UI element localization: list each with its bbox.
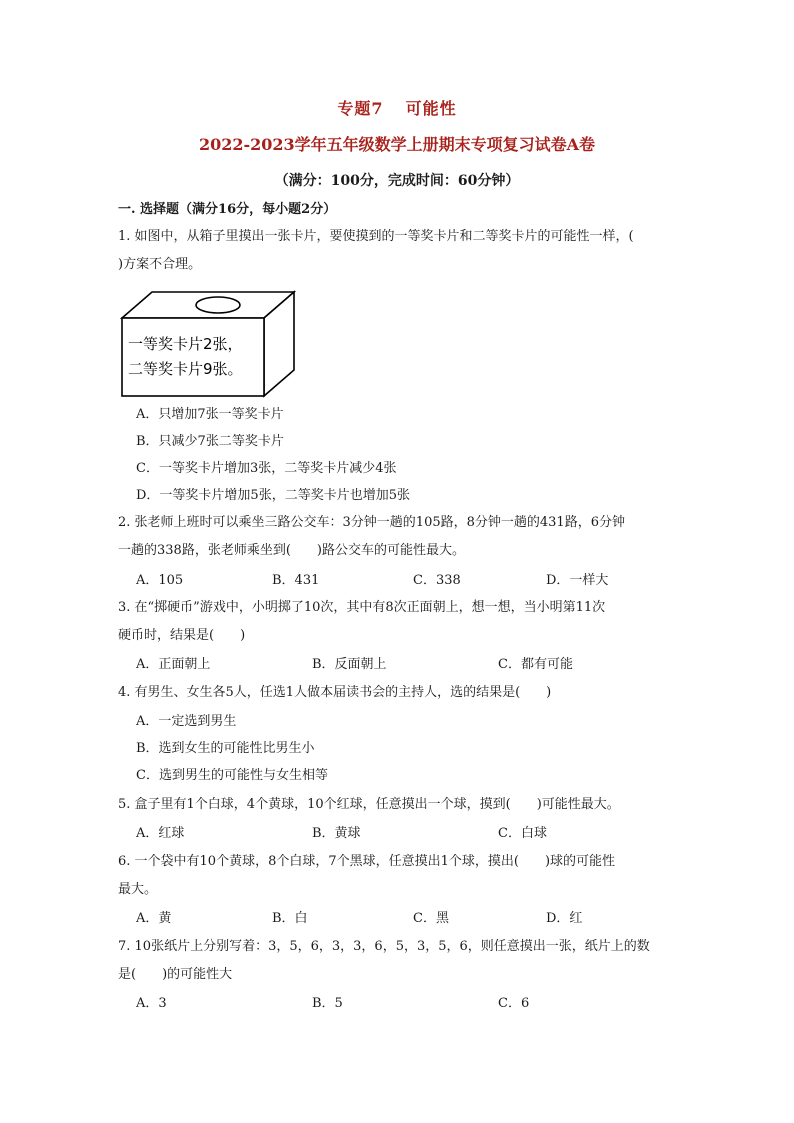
question-5-option-c[interactable]: C．白球 bbox=[498, 826, 547, 841]
question-2-line1: 2. 张老师上班时可以乘坐三路公交车：3分钟一趟的105路，8分钟一趟的431路，6分钟 bbox=[118, 515, 625, 530]
exam-meta: （满分：100分，完成时间：60分钟） bbox=[274, 173, 520, 189]
question-7-option-a[interactable]: A．3 bbox=[136, 996, 167, 1011]
question-3-line2: 硬币时，结果是( ) bbox=[118, 628, 246, 643]
box-label-line2: 二等奖卡片9张。 bbox=[128, 360, 243, 378]
question-3-line1: 3. 在“掷硬币”游戏中，小明掷了10次，其中有8次正面朝上，想一想，当小明第11次 bbox=[118, 600, 606, 615]
question-3-option-c[interactable]: C．都有可能 bbox=[498, 657, 573, 672]
question-2-option-b[interactable]: B．431 bbox=[272, 573, 320, 588]
card-box-illustration bbox=[118, 288, 298, 400]
question-3-option-b[interactable]: B．反面朝上 bbox=[312, 657, 387, 672]
question-7-option-b[interactable]: B．5 bbox=[312, 996, 343, 1011]
question-4-option-c[interactable]: C．选到男生的可能性与女生相等 bbox=[136, 768, 328, 783]
question-2-option-d[interactable]: D．一样大 bbox=[546, 573, 609, 588]
topic-title bbox=[0, 96, 794, 119]
question-4-option-b[interactable]: B．选到女生的可能性比男生小 bbox=[136, 741, 315, 756]
question-1-option-d[interactable]: D．一等奖卡片增加5张，二等奖卡片也增加5张 bbox=[136, 488, 410, 503]
question-7-line1: 7. 10张纸片上分别写着：3，5，6，3，3，6，5，3，5，6，则任意摸出一张，纸片上的数 bbox=[118, 939, 650, 954]
question-6-option-c[interactable]: C．黑 bbox=[413, 911, 449, 926]
question-5-option-a[interactable]: A．红球 bbox=[136, 826, 185, 841]
question-1-option-b[interactable]: B．只减少7张二等奖卡片 bbox=[136, 434, 284, 449]
question-6-line1: 6. 一个袋中有10个黄球，8个白球，7个黑球，任意摸出1个球，摸出( )球的可能性 bbox=[118, 854, 616, 869]
question-4-option-a[interactable]: A．一定选到男生 bbox=[136, 714, 237, 729]
section-heading: 一. 选择题（满分16分，每小题2分） bbox=[118, 202, 337, 217]
question-7-option-c[interactable]: C．6 bbox=[498, 996, 530, 1011]
topic-number: 专题7 bbox=[337, 99, 384, 118]
question-3-option-a[interactable]: A．正面朝上 bbox=[136, 657, 211, 672]
topic-name: 可能性 bbox=[405, 99, 457, 118]
question-1-option-a[interactable]: A．只增加7张一等奖卡片 bbox=[136, 407, 284, 422]
question-6-option-a[interactable]: A．黄 bbox=[136, 911, 172, 926]
question-2-line2: 一趟的338路，张老师乘坐到( )路公交车的可能性最大。 bbox=[118, 543, 465, 558]
question-4-line1: 4. 有男生、女生各5人，任选1人做本届读书会的主持人，选的结果是( ) bbox=[118, 685, 552, 700]
question-5-line1: 5. 盒子里有1个白球，4个黄球，10个红球，任意摸出一个球，摸到( )可能性最大。 bbox=[118, 797, 620, 812]
question-6-line2: 最大。 bbox=[118, 882, 158, 897]
question-6-option-d[interactable]: D．红 bbox=[546, 911, 583, 926]
question-7-line2: 是( )的可能性大 bbox=[118, 967, 233, 982]
question-1-option-c[interactable]: C．一等奖卡片增加3张，二等奖卡片减少4张 bbox=[136, 461, 397, 476]
question-5-option-b[interactable]: B．黄球 bbox=[312, 826, 361, 841]
question-2-option-a[interactable]: A．105 bbox=[136, 573, 184, 588]
exam-title: 2022-2023学年五年级数学上册期末专项复习试卷A卷 bbox=[198, 135, 596, 154]
question-1-line1: 1. 如图中，从箱子里摸出一张卡片，要使摸到的一等奖卡片和二等奖卡片的可能性一样，( bbox=[118, 229, 634, 244]
question-1-line2: )方案不合理。 bbox=[118, 257, 202, 272]
question-6-option-b[interactable]: B．白 bbox=[272, 911, 308, 926]
question-2-option-c[interactable]: C．338 bbox=[413, 573, 461, 588]
box-label-line1: 一等奖卡片2张， bbox=[128, 335, 243, 353]
